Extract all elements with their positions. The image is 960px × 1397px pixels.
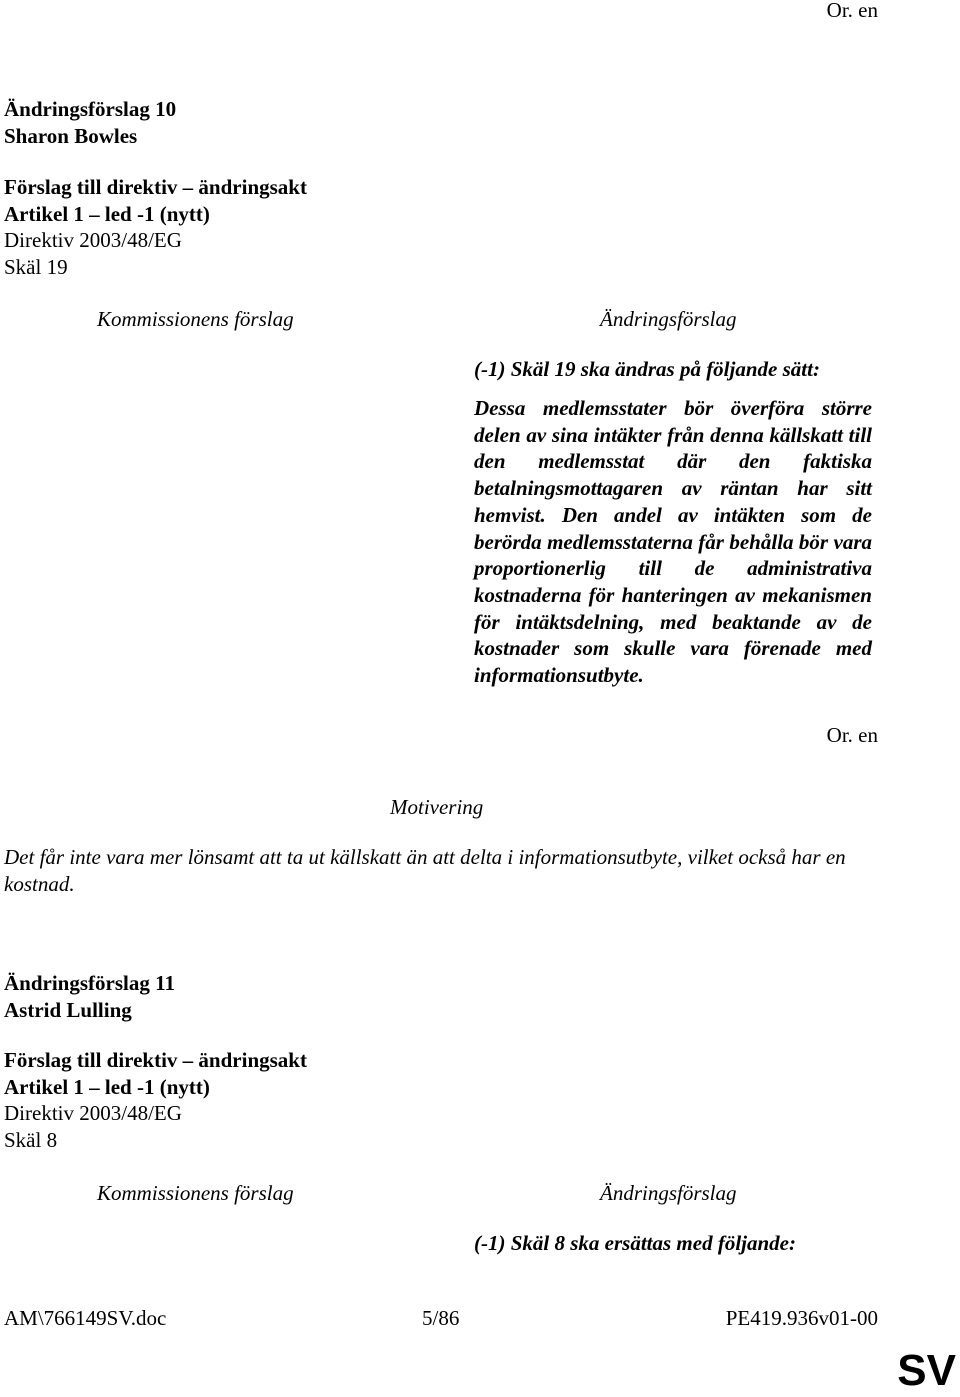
recital-reference: Skäl 8 bbox=[4, 1128, 58, 1152]
amendment-author: Astrid Lulling bbox=[4, 998, 132, 1022]
amendment-number: Ändringsförslag 10 bbox=[4, 97, 177, 121]
justification-heading: Motivering bbox=[390, 795, 484, 819]
amendment-author: Sharon Bowles bbox=[4, 124, 138, 148]
language-badge: SV bbox=[897, 1346, 956, 1395]
footer-pe-reference: PE419.936v01-00 bbox=[725, 1306, 878, 1330]
directive-reference: Direktiv 2003/48/EG bbox=[4, 1101, 182, 1125]
article-reference: Artikel 1 – led -1 (nytt) bbox=[4, 202, 210, 226]
header-original-language: Or. en bbox=[826, 0, 878, 22]
article-reference: Artikel 1 – led -1 (nytt) bbox=[4, 1075, 210, 1099]
recital-reference: Skäl 19 bbox=[4, 255, 68, 279]
original-language: Or. en bbox=[826, 723, 878, 747]
amendment-column-heading: Ändringsförslag bbox=[600, 1181, 737, 1205]
amendment-number: Ändringsförslag 11 bbox=[4, 971, 175, 995]
amendment-intro: (-1) Skäl 8 ska ersättas med följande: bbox=[474, 1231, 796, 1255]
commission-proposal-heading: Kommissionens förslag bbox=[97, 1181, 294, 1205]
proposal-title: Förslag till direktiv – ändringsakt bbox=[4, 175, 307, 199]
amendment-column-heading: Ändringsförslag bbox=[600, 307, 737, 331]
amendment-intro: (-1) Skäl 19 ska ändras på följande sätt: bbox=[474, 357, 820, 381]
justification-text: Det får inte vara mer lönsamt att ta ut källskatt än att delta i informationsutbyte, vilket också har en kostnad. bbox=[4, 845, 846, 896]
amendment-text: Dessa medlemsstater bör överföra större delen av sina intäkter från denna källskatt till den medlemsstat där den faktiska betalningsmottagaren av räntan har sitt hemvist. Den andel av intäkten som de berörda medlemsstaterna får behålla bör vara proportionerlig till de administrativa kostnaderna för hanteringen av mekanismen för intäktsdelning, med beaktande av de kostnader som skulle vara förenade med informationsutbyte. bbox=[474, 396, 872, 688]
commission-proposal-heading: Kommissionens förslag bbox=[97, 307, 294, 331]
footer-doc-reference: AM\766149SV.doc bbox=[4, 1306, 167, 1330]
proposal-title: Förslag till direktiv – ändringsakt bbox=[4, 1048, 307, 1072]
footer-page-number: 5/86 bbox=[422, 1306, 460, 1330]
directive-reference: Direktiv 2003/48/EG bbox=[4, 228, 182, 252]
